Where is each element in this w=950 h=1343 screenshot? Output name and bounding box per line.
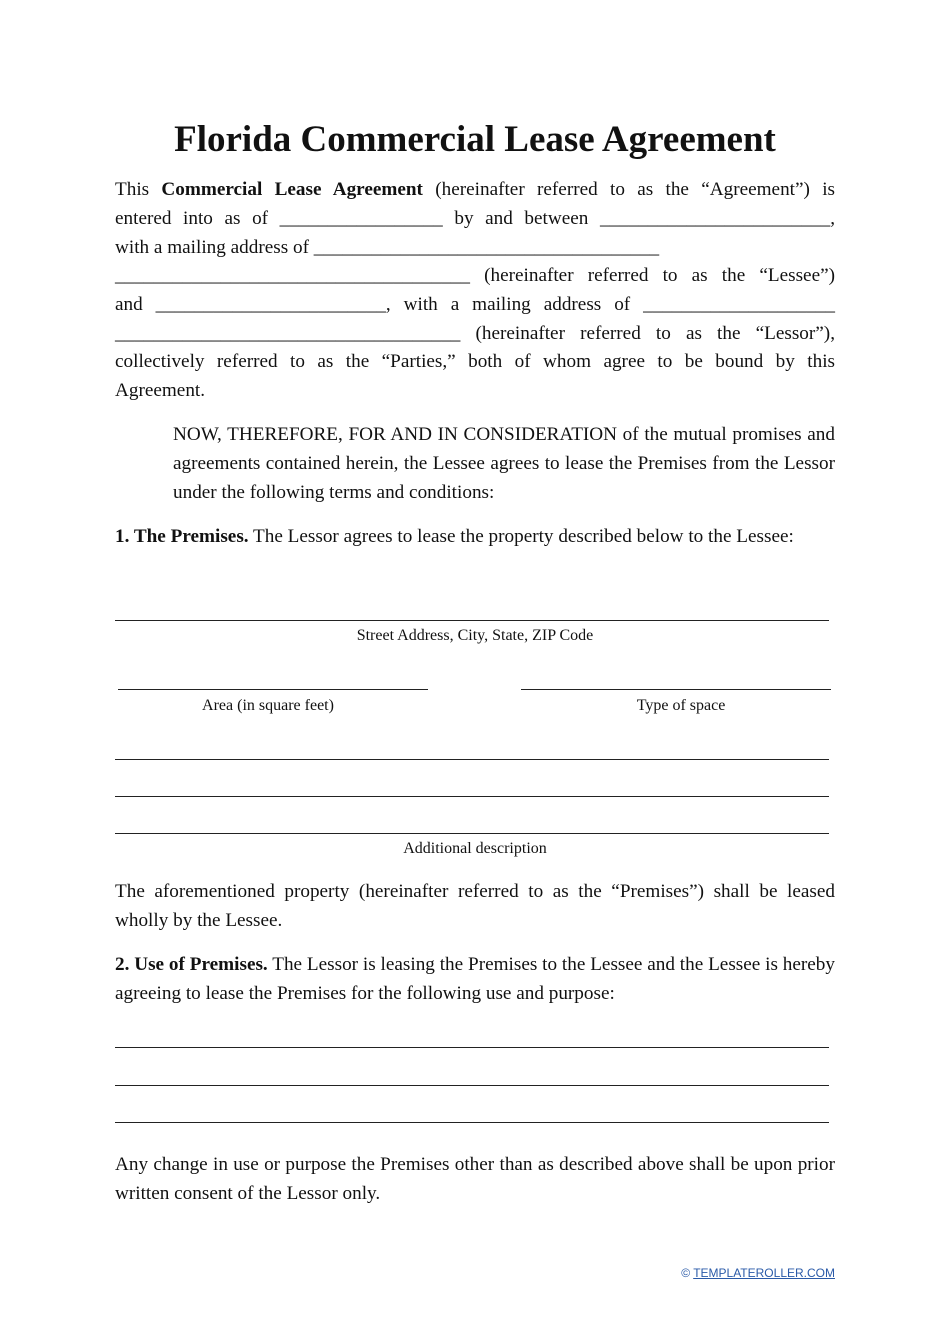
additional-blank-line-3[interactable]: [115, 833, 829, 834]
section-2-heading: 2. Use of Premises.: [115, 954, 268, 975]
additional-blank-line-1[interactable]: [115, 759, 829, 760]
section-1-paragraph: 1. The Premises. The Lessor agrees to lease the property described below to the Lessee:: [115, 526, 794, 547]
type-caption: Type of space: [636, 697, 726, 714]
consideration-paragraph: NOW, THEREFORE, FOR AND IN CONSIDERATION of the mutual promises and agreements contained herein, the Lessee agrees to lease the Premises from the Lessor under the following terms and conditions:: [173, 424, 835, 503]
templateroller-link[interactable]: TEMPLATEROLLER.COM: [693, 1266, 835, 1280]
copyright-symbol: ©: [681, 1266, 691, 1280]
use-blank-line-2[interactable]: [115, 1085, 829, 1086]
address-caption: Street Address, City, State, ZIP Code: [356, 627, 594, 644]
intro-line-8: Agreement.: [115, 380, 206, 401]
intro-line-5: and ________________________, with a mailing address of ____________________: [115, 294, 835, 315]
lessee-name-blank[interactable]: ________________________,: [599, 208, 835, 229]
intro-line-4: _____________________________________ (hereinafter referred to as the “Lessee”): [115, 265, 835, 286]
use-after-paragraph: Any change in use or purpose the Premises other than as described above shall be upon prior written consent of the Lessor only.: [115, 1154, 835, 1204]
footer: [681, 1266, 835, 1280]
agreement-name: Commercial Lease Agreement: [161, 179, 423, 200]
lessor-address-blank-1[interactable]: ____________________: [643, 294, 835, 315]
use-blank-line-1[interactable]: [115, 1047, 829, 1048]
intro-line-3: with a mailing address of ____________________________________: [115, 237, 660, 258]
intro-line-6: ____________________________________ (hereinafter referred to as the “Lessor”),: [115, 323, 835, 344]
additional-blank-line-2[interactable]: [115, 796, 829, 797]
area-caption: Area (in square feet): [202, 697, 334, 714]
document-title: Florida Commercial Lease Agreement: [174, 119, 776, 160]
area-blank-line[interactable]: [118, 689, 428, 690]
premises-after-paragraph: The aforementioned property (hereinafter referred to as the “Premises”) shall be leased wholly by the Lessee.: [115, 881, 835, 931]
section-1-heading: 1. The Premises.: [115, 526, 249, 547]
lessee-address-blank-2[interactable]: _____________________________________: [115, 265, 470, 286]
intro-line-7: collectively referred to as the “Parties,” both of whom agree to be bound by this: [115, 351, 835, 372]
intro-line-1: This Commercial Lease Agreement (hereinafter referred to as the “Agreement”) is: [115, 179, 835, 200]
additional-caption: Additional description: [403, 840, 547, 857]
effective-date-blank[interactable]: _________________: [279, 208, 443, 229]
type-blank-line[interactable]: [521, 689, 831, 690]
address-blank-line[interactable]: [115, 620, 829, 621]
section-2-paragraph: 2. Use of Premises. The Lessor is leasing the Premises to the Lessee and the Lessee is hereby agreeing to lease the Premises for the following use and purpose:: [115, 954, 835, 1004]
lessor-address-blank-2[interactable]: ____________________________________: [115, 323, 461, 344]
use-blank-line-3[interactable]: [115, 1122, 829, 1123]
lessor-name-blank[interactable]: ________________________: [155, 294, 386, 315]
lessee-address-blank-1[interactable]: ____________________________________: [313, 237, 660, 258]
intro-line-2: entered into as of _________________ by and between ________________________,: [115, 208, 835, 229]
